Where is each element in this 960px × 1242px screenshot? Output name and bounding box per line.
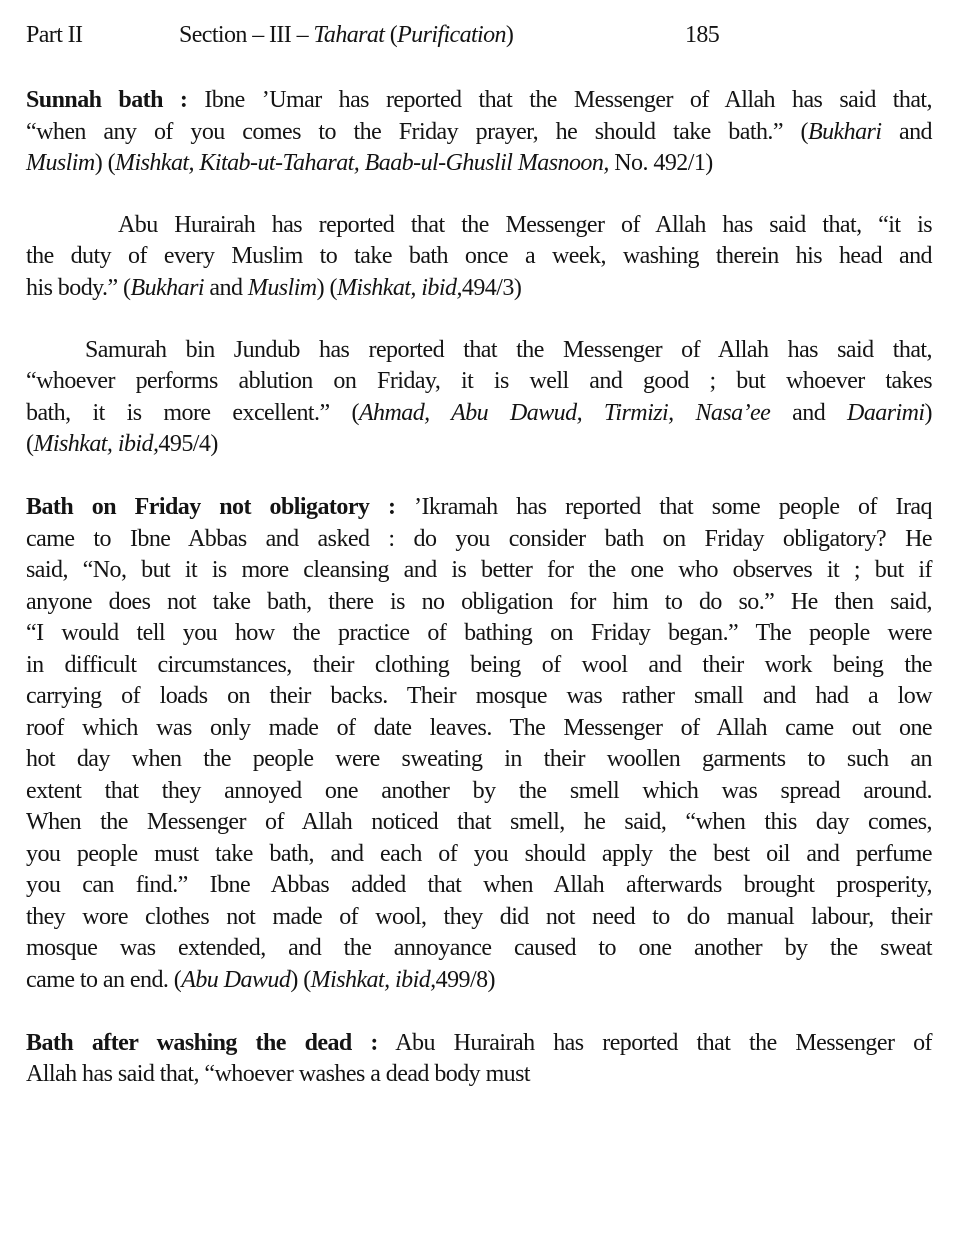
paren-close: ) <box>505 22 514 48</box>
page-number: 185 <box>685 22 720 48</box>
section-title: Taharat <box>313 22 385 48</box>
citation-italic: Daarimi <box>847 400 925 426</box>
paragraph-heading: Bath after washing the dead : <box>26 1030 378 1056</box>
text-line <box>26 775 932 807</box>
text-run: 494/3) <box>461 275 522 301</box>
text-run: carrying of loads on their backs. Their mosque was rather small and had a low <box>26 683 932 709</box>
text-line <box>26 743 932 775</box>
text-line <box>26 617 932 649</box>
text-line <box>26 491 932 523</box>
text-line <box>26 901 932 933</box>
text-line <box>26 84 932 116</box>
citation-italic: Muslim <box>247 275 317 301</box>
text-run: No. 492/1) <box>608 150 713 176</box>
text-run: Abu Hurairah has reported that the Messenger of Allah has said that, “it is <box>118 212 932 238</box>
text-line <box>26 649 932 681</box>
text-line <box>26 116 932 148</box>
text-run: ) ( <box>316 275 337 301</box>
citation-italic: Mishkat, ibid, <box>33 431 159 457</box>
text-run: Abu Hurairah has reported that the Messenger of <box>377 1030 932 1056</box>
text-run: the duty of every Muslim to take bath once a week, washing therein his head and <box>26 243 932 269</box>
text-line <box>26 272 932 304</box>
paren-open: ( <box>384 22 398 48</box>
text-run: you can find.” Ibne Abbas added that when Allah afterwards brought prosperity, <box>26 872 932 898</box>
citation-italic: Mishkat, Kitab-ut-Taharat, Baab-ul-Ghuslil Masnoon, <box>115 150 609 176</box>
text-line <box>118 209 932 241</box>
text-run: ’Ikramah has reported that some people of Iraq <box>395 494 932 520</box>
running-header-section <box>179 19 513 51</box>
text-line <box>26 712 932 744</box>
text-run: “I would tell you how the practice of bathing on Friday began.” The people were <box>26 620 932 646</box>
text-run: 495/4) <box>158 431 218 457</box>
text-line <box>26 586 932 618</box>
text-line <box>26 932 932 964</box>
text-line <box>26 838 932 870</box>
text-line <box>26 806 932 838</box>
text-line <box>85 334 932 366</box>
citation-italic: Abu Dawud <box>181 967 291 993</box>
text-run: roof which was only made of date leaves. The Messenger of Allah came out one <box>26 715 932 741</box>
text-run: ) <box>924 400 932 426</box>
text-run: and <box>770 400 848 426</box>
text-run: hot day when the people were sweating in their woollen garments to such an <box>26 746 932 772</box>
text-line <box>26 554 932 586</box>
text-run: and <box>881 119 932 145</box>
text-line <box>26 147 932 179</box>
text-run: bath, it is more excellent.” ( <box>26 400 359 426</box>
text-run: ( <box>26 431 34 457</box>
text-run: Samurah bin Jundub has reported that the Messenger of Allah has said that, <box>85 337 932 363</box>
text-run: came to an end. ( <box>26 967 182 993</box>
text-run: Allah has said that, “whoever washes a dead body must <box>26 1061 531 1087</box>
text-run: you people must take bath, and each of you should apply the best oil and perfume <box>26 841 932 867</box>
text-run: anyone does not take bath, there is no obligation for him to do so.” He then said, <box>26 589 932 615</box>
text-run: When the Messenger of Allah noticed that smell, he said, “when this day comes, <box>26 809 932 835</box>
text-line <box>26 428 932 460</box>
text-run: extent that they annoyed one another by the smell which was spread around. <box>26 778 932 804</box>
text-line <box>26 1058 932 1090</box>
text-line <box>26 680 932 712</box>
section-subtitle: Purification <box>397 22 506 48</box>
text-line <box>26 240 932 272</box>
citation-italic: Bukhari <box>807 119 882 145</box>
section-label: Section – III – <box>179 22 314 48</box>
citation-italic: Muslim <box>26 150 95 176</box>
text-run: “when any of you comes to the Friday prayer, he should take bath.” ( <box>26 119 808 145</box>
text-line <box>26 397 932 429</box>
text-run: “whoever performs ablution on Friday, it is well and good ; but whoever takes <box>26 368 932 394</box>
text-line <box>26 365 932 397</box>
text-line <box>26 1027 932 1059</box>
text-run: 499/8) <box>435 967 495 993</box>
text-run: ) ( <box>290 967 311 993</box>
citation-italic: Mishkat, ibid, <box>310 967 436 993</box>
text-line <box>26 964 932 996</box>
text-run: they wore clothes not made of wool, they did not need to do manual labour, their <box>26 904 932 930</box>
text-run: and <box>203 275 248 301</box>
running-header-part: Part II <box>26 22 83 48</box>
text-run: said, “No, but it is more cleansing and is better for the one who observes it ; but if <box>26 557 932 583</box>
text-run: his body.” ( <box>26 275 131 301</box>
citation-italic: Ahmad, Abu Dawud, Tirmizi, Nasa’ee <box>358 400 771 426</box>
text-run: in difficult circumstances, their clothing being of wool and their work being the <box>26 652 932 678</box>
text-run: mosque was extended, and the annoyance caused to one another by the sweat <box>26 935 932 961</box>
text-run: came to Ibne Abbas and asked : do you consider bath on Friday obligatory? He <box>26 526 932 552</box>
paragraph-heading: Bath on Friday not obligatory : <box>26 494 396 520</box>
citation-italic: Mishkat, ibid, <box>336 275 462 301</box>
citation-italic: Bukhari <box>130 275 204 301</box>
paragraph-heading: Sunnah bath : <box>26 87 188 113</box>
text-line <box>26 523 932 555</box>
text-line <box>26 869 932 901</box>
text-run: Ibne ’Umar has reported that the Messenger of Allah has said that, <box>187 87 932 113</box>
text-run: ) ( <box>94 150 116 176</box>
